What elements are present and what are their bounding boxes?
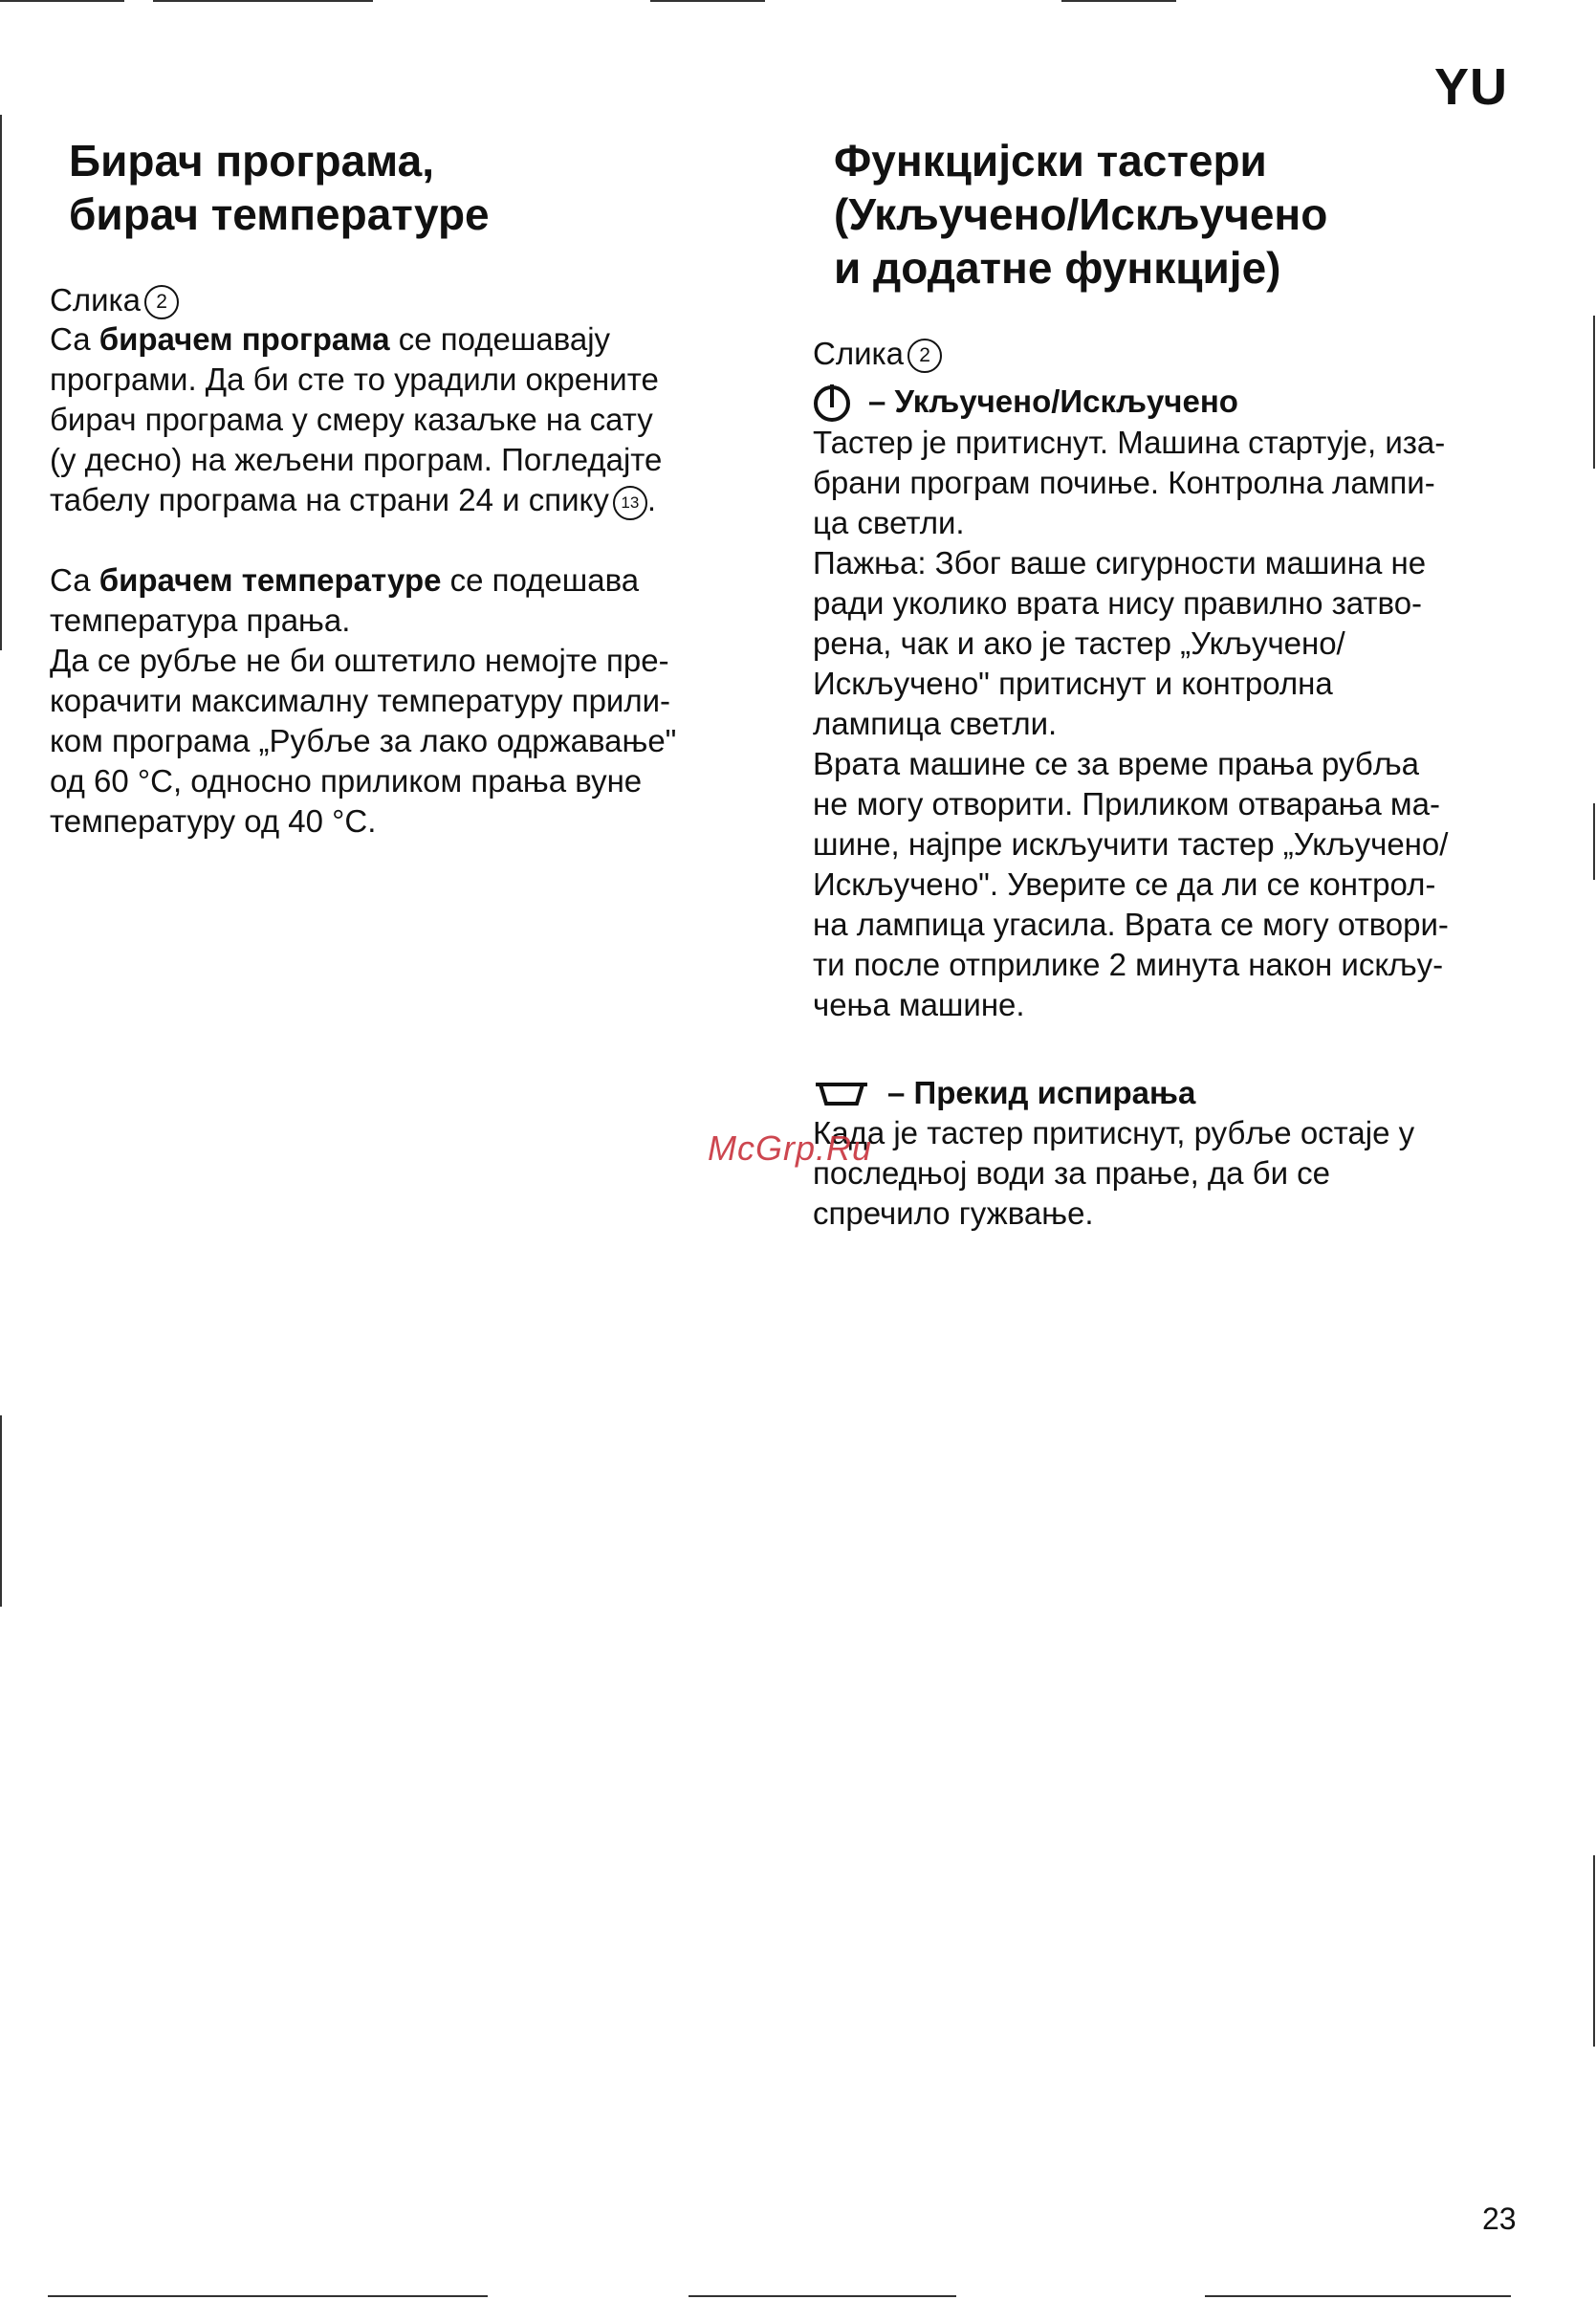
on-off-heading: – Укључено/Искључено — [813, 381, 1516, 423]
page-number: 23 — [1482, 2201, 1517, 2236]
top-edge-line-3 — [650, 0, 765, 2]
right-edge-line-2 — [1593, 803, 1595, 880]
language-code: YU — [1434, 58, 1509, 116]
bottom-edge-line-2 — [689, 2295, 956, 2297]
temperature-selector-paragraph: Са бирачем температуре се подешава температура прања. — [50, 562, 640, 639]
rinse-hold-tub-icon — [813, 1079, 870, 1107]
left-column — [50, 134, 748, 842]
left-title: Бирач програма, бирач температуре — [69, 136, 490, 239]
top-edge-line-4 — [1061, 0, 1176, 2]
right-edge-line-1 — [1593, 316, 1595, 469]
left-edge-line-1 — [0, 115, 2, 650]
left-figure-ref: Слика 2 — [50, 281, 748, 319]
temperature-warning-paragraph: Да се рубље не би оштетило немојте пре- корачити максималну температуру прили- ком програма „Рубље за лако одржавање" од 60 °C, односно приликом прања вуне температуру од 40 °C. — [50, 643, 677, 840]
on-off-paragraph: Тастер је притиснут. Машина стартује, иза- брани програм почиње. Контролна лампи- ца светли. Пажња: Због ваше сигурности машина не ради уколико врата нису правилно затво- рена, чак и ако је тастер „Укључено/ Искључено" притиснут и контролна лампица светли. Врата машине се за време прања рубља не могу отворити. Приликом отварања ма- шине, најпре искључити тастер „Укључено/ Искључено". Уверите се да ли се контрол- на лампица угасила. Врата се могу отвори- ти после отприлике 2 минута након искљу- чења машине. — [813, 425, 1449, 1023]
rinse-hold-heading: – Прекид испирања — [813, 1073, 1516, 1113]
top-edge-line-2 — [153, 0, 373, 2]
watermark: McGrp.Ru — [708, 1128, 873, 1168]
bottom-edge-line-1 — [48, 2295, 488, 2297]
power-icon — [813, 381, 851, 423]
figure-number-badge: 2 — [144, 285, 179, 319]
figure-number-badge: 2 — [907, 339, 942, 373]
bottom-edge-line-3 — [1205, 2295, 1511, 2297]
figure-ref-badge: 13 — [613, 486, 647, 520]
right-edge-line-3 — [1593, 1855, 1595, 2047]
left-edge-line-2 — [0, 1415, 2, 1607]
program-selector-paragraph: Са бирачем програма се подешавају програми. Да би сте то урадили окрените бирач програма у смеру казаљке на сату (у десно) на жељени програм. Погледајте табелу програма на страни 24 и спику 13 . — [50, 319, 748, 520]
right-column — [813, 134, 1516, 1234]
top-edge-line-1 — [0, 0, 124, 2]
right-title: Функцијски тастери (Укључено/Искључено и додатне функције) — [834, 136, 1328, 293]
right-figure-ref: Слика 2 — [813, 335, 1516, 373]
rinse-hold-paragraph: Када је тастер притиснут, рубље остаје у последњој води за прање, да би се спречило гужвање. — [813, 1115, 1415, 1232]
